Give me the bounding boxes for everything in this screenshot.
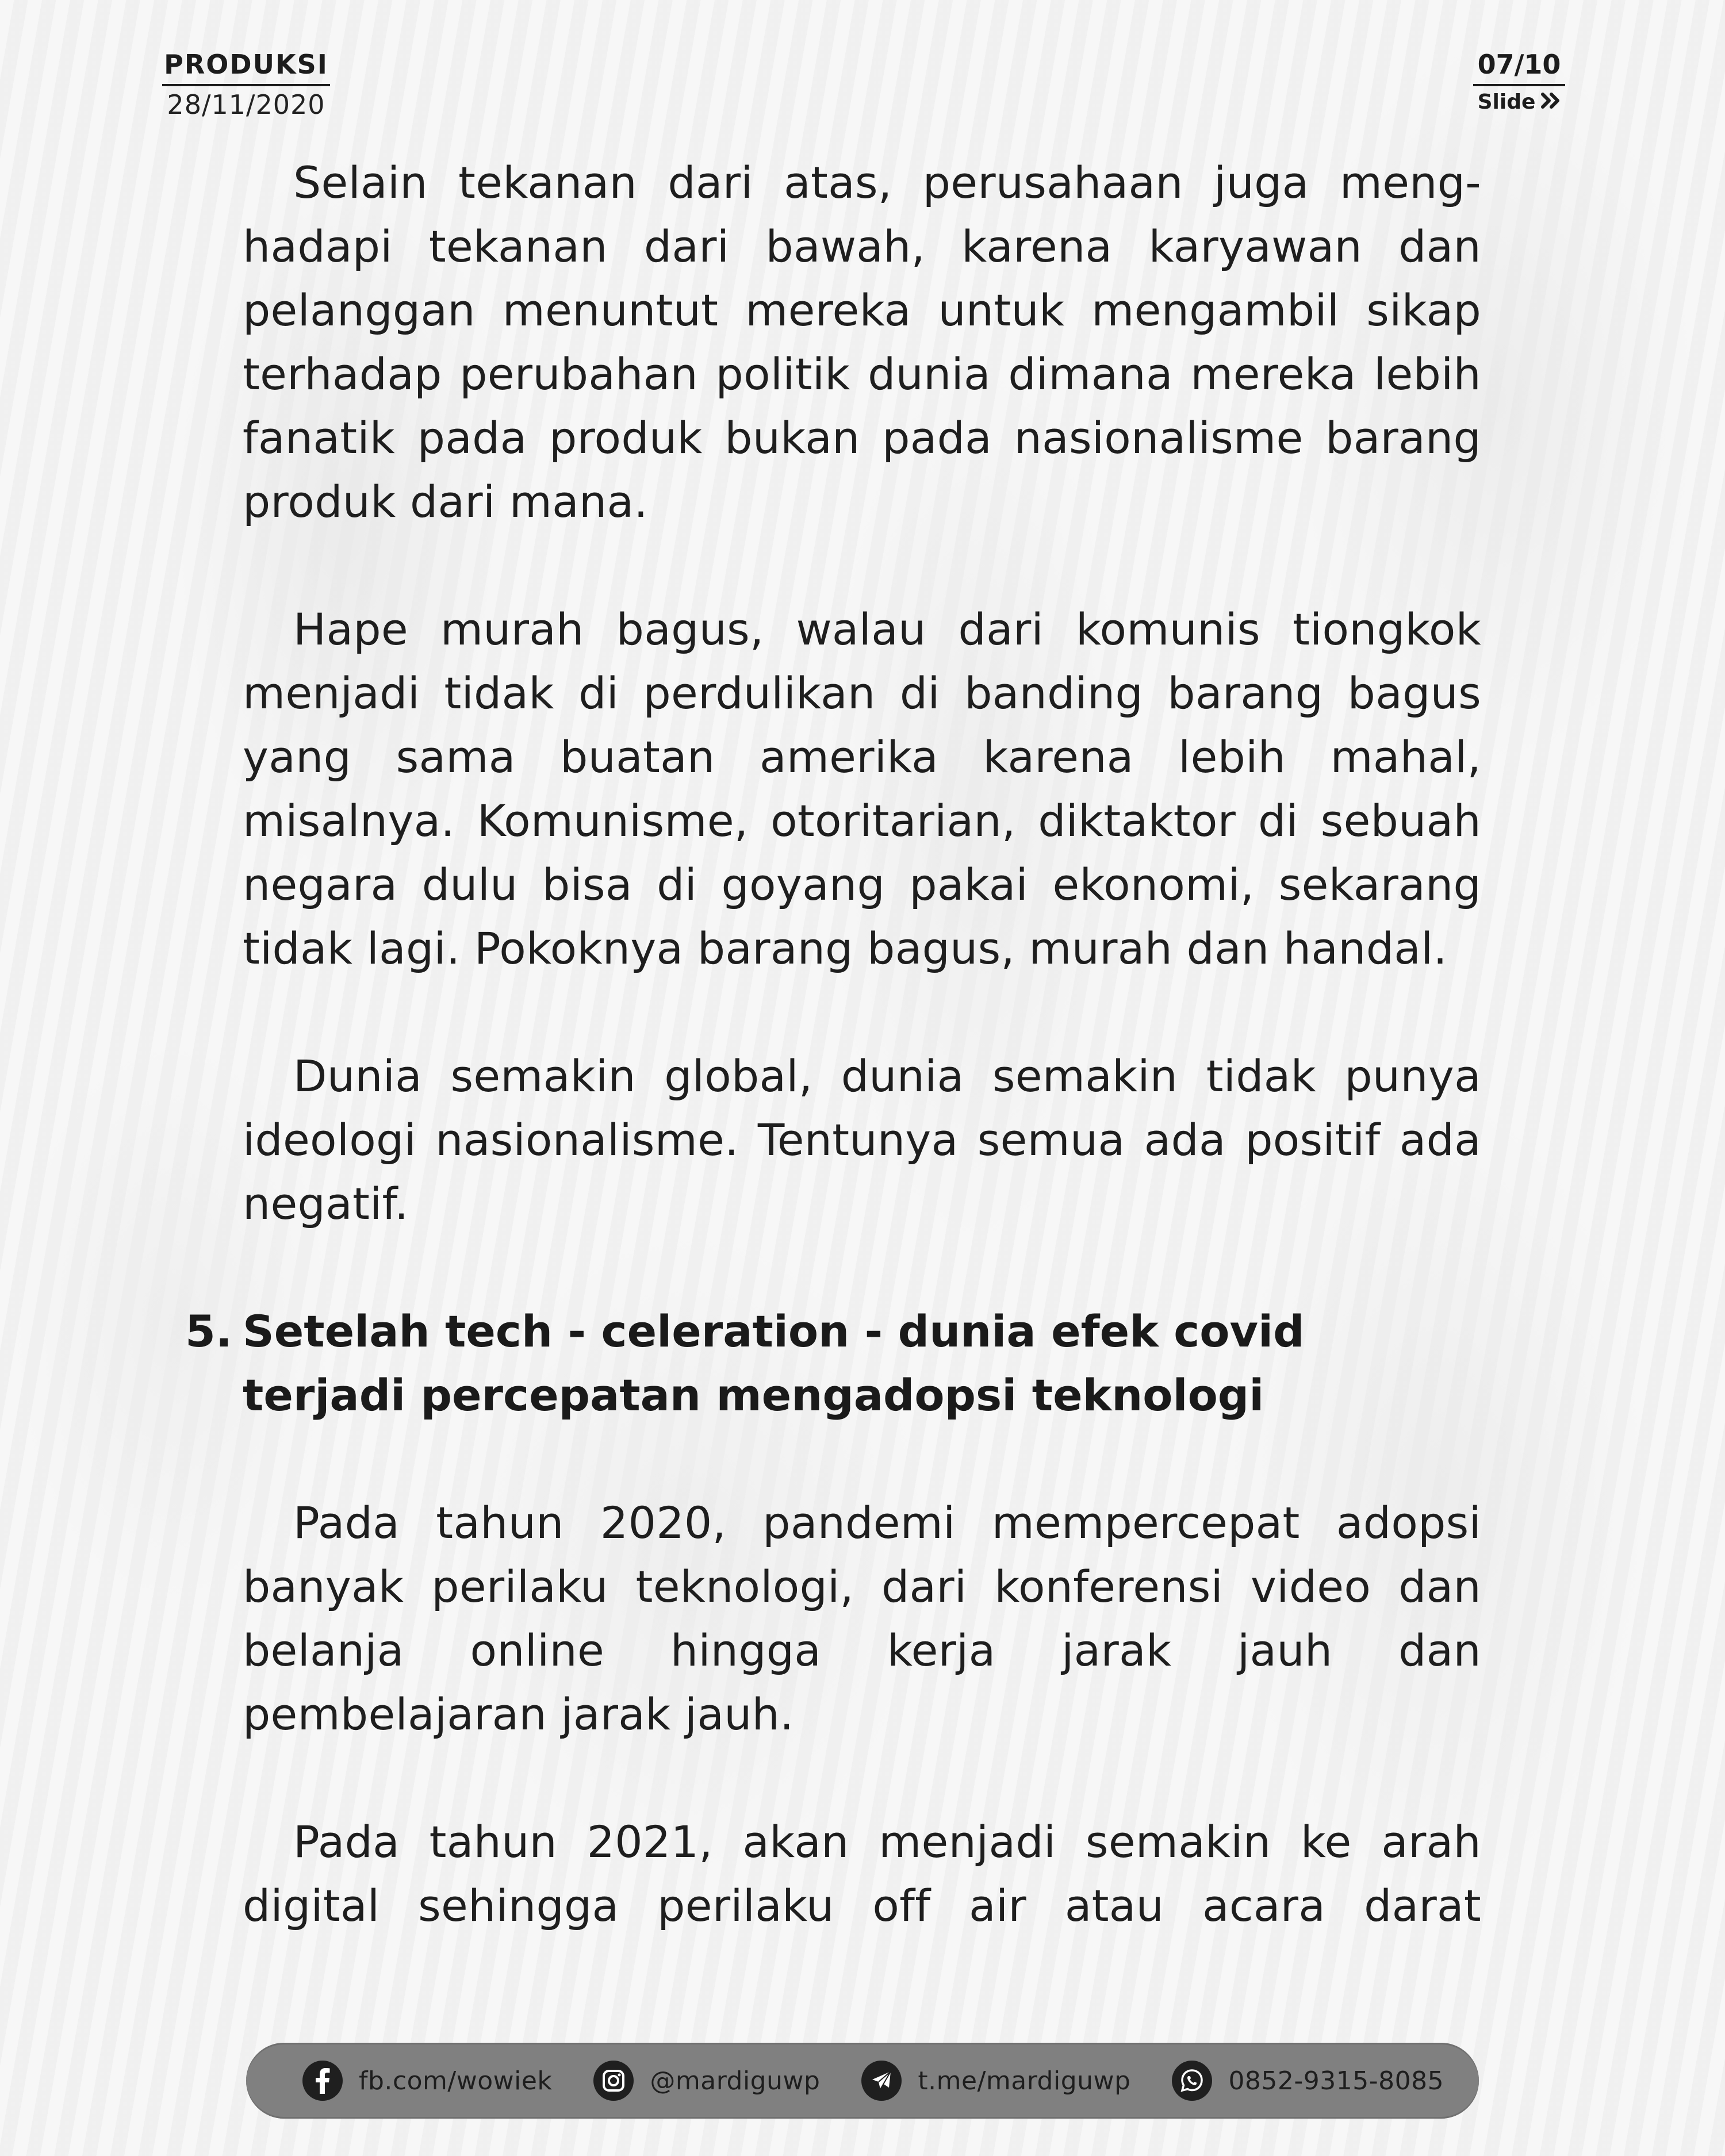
contact-whatsapp[interactable] (1172, 2061, 1444, 2101)
contact-text: t.me/mardiguwp (918, 2066, 1131, 2096)
contact-facebook[interactable] (302, 2061, 552, 2101)
header-divider (1473, 84, 1565, 86)
contact-text: fb.com/wowiek (359, 2066, 553, 2096)
contact-telegram[interactable] (861, 2061, 1130, 2101)
section-heading (185, 1299, 1481, 1427)
double-chevron-right-icon (1541, 90, 1561, 115)
paragraph: Pada tahun 2020, pandemi mempercepat adopsi banyak perilaku teknologi, dari konferensi video dan belanja online hingga kerja jarak jauh dan pembelajaran jarak jauh. (243, 1497, 1481, 1740)
next-slide-label: Slide (1477, 90, 1536, 114)
contact-instagram[interactable] (593, 2061, 820, 2101)
paragraph: Hape murah bagus, walau dari komunis tiongkok menjadi tidak di perdulikan di banding barang bagus yang sama buatan amerika karena lebih mahal, misalnya. Komunisme, otoritarian, diktaktor di sebuah negara dulu bisa di goyang pakai ekonomi, sekarang tidak lagi. Pokoknya barang bagus, murah dan handal. (243, 604, 1481, 974)
contact-bar (246, 2043, 1479, 2119)
section-number: 5. (185, 1306, 232, 1357)
page-indicator: 07/10 (1477, 49, 1561, 80)
category-header (162, 49, 330, 120)
paragraph: Dunia semakin global, dunia semakin tidak punya ideologi nasionalisme. Tentunya semua ada positif ada negatif. (243, 1050, 1481, 1229)
paragraph: Selain tekanan dari atas, perusahaan juga meng-hadapi tekanan dari bawah, karena karyawan dan pelanggan menuntut mereka untuk mengambil sikap terhadap perubahan politik dunia dimana mereka lebih fanatik pada produk bukan pada nasionalisme barang produk dari mana. (243, 157, 1481, 527)
post-date: 28/11/2020 (167, 89, 325, 120)
article-body (185, 151, 1481, 1938)
telegram-icon (861, 2061, 902, 2101)
facebook-icon (302, 2061, 343, 2101)
contact-text: 0852-9315-8085 (1228, 2066, 1444, 2096)
next-slide-button[interactable] (1478, 90, 1561, 115)
whatsapp-icon (1172, 2061, 1212, 2101)
slide-indicator (1473, 49, 1565, 115)
section-title: Setelah tech - celeration - dunia efek covid terjadi percepatan mengadopsi teknologi (243, 1306, 1305, 1421)
category-label: PRODUKSI (164, 49, 328, 80)
contact-text: @mardiguwp (650, 2066, 821, 2096)
paragraph: Pada tahun 2021, akan menjadi semakin ke arah digital sehingga perilaku off air atau acara darat (243, 1816, 1481, 1931)
header-divider (162, 84, 330, 86)
instagram-icon (593, 2061, 634, 2101)
